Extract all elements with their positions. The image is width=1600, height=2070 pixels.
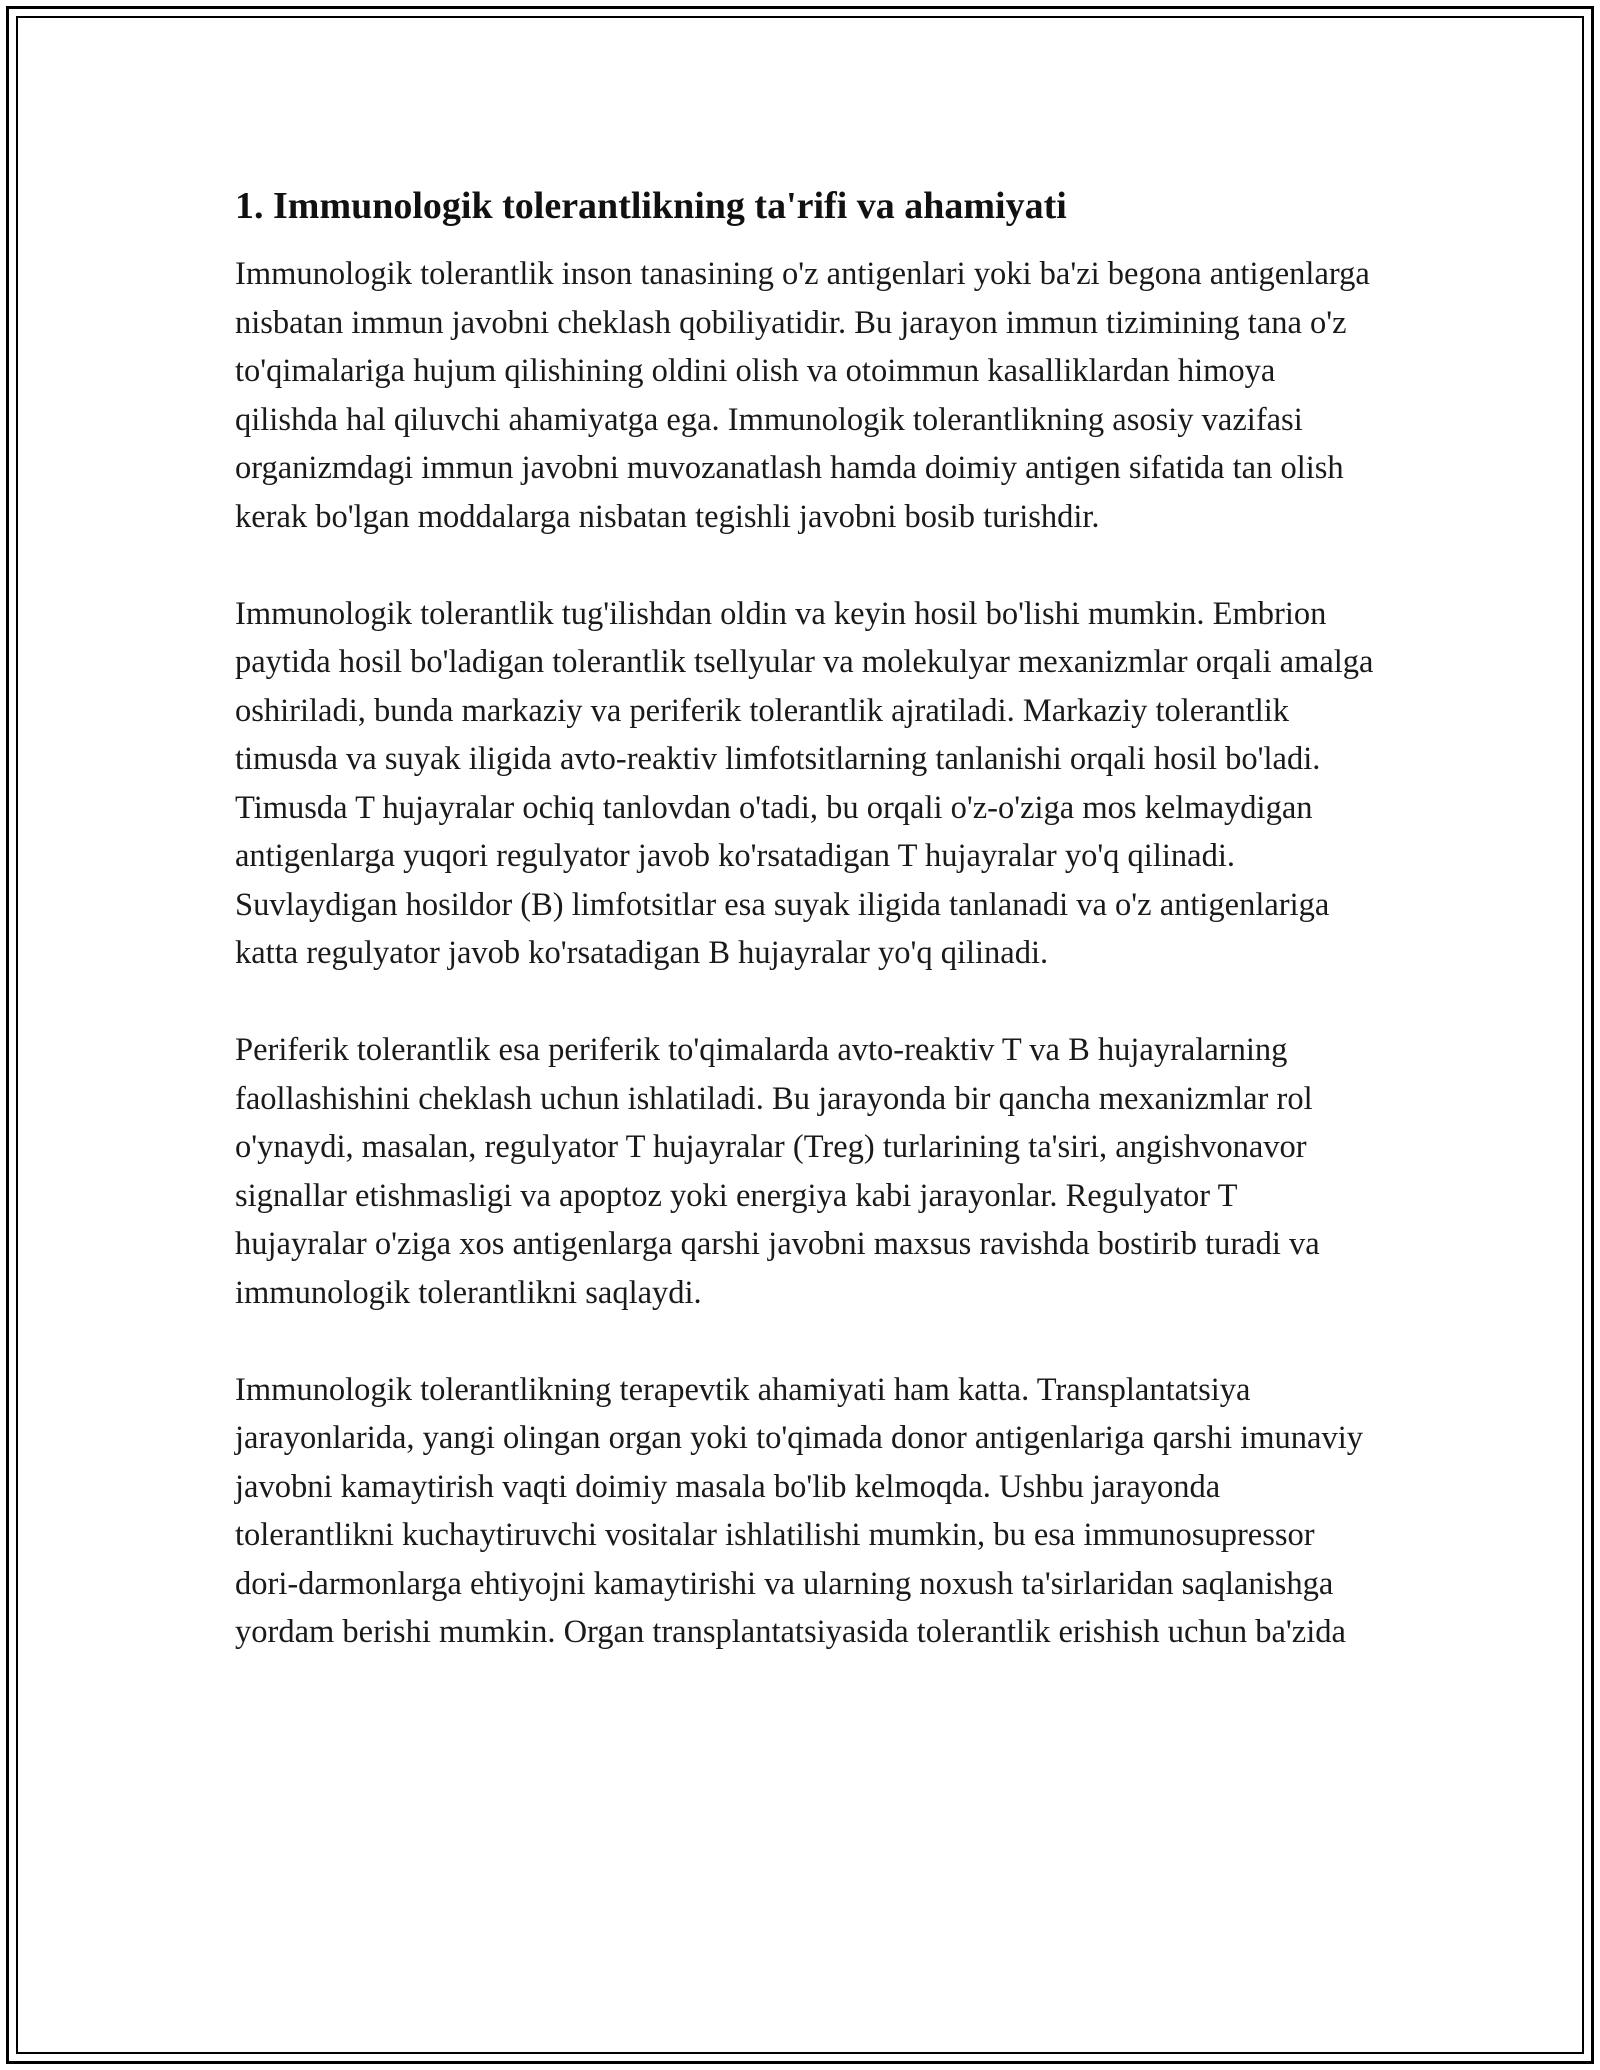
document-body: [235, 180, 1375, 1705]
paragraph-central-tolerance: Immunologik tolerantlik tug'ilishdan oldin va keyin hosil bo'lishi mumkin. Embrion paytida hosil bo'ladigan tolerantlik tsellyular va molekulyar mexanizmlar orqali amalga oshiriladi, bunda markaziy va periferik tolerantlik ajratiladi. Markaziy tolerantlik timusda va suyak iligida avto-reaktiv limfotsitlarning tanlanishi orqali hosil bo'ladi. Timusda T hujayralar ochiq tanlovdan o'tadi, bu orqali o'z-o'ziga mos kelmaydigan antigenlarga yuqori regulyator javob ko'rsatadigan T hujayralar yo'q qilinadi. Suvlaydigan hosildor (B) limfotsitlar esa suyak iligida tanlanadi va o'z antigenlariga katta regulyator javob ko'rsatadigan B hujayralar yo'q qilinadi.: [235, 595, 1374, 971]
section-heading: 1. Immunologik tolerantlikning ta'rifi va ahamiyati: [235, 185, 1067, 227]
paragraph-definition: Immunologik tolerantlik inson tanasining o'z antigenlari yoki ba'zi begona antigenlarga nisbatan immun javobni cheklash qobiliyatidir. Bu jarayon immun tizimining tana o'z to'qimalariga hujum qilishining oldini olish va otoimmun kasalliklardan himoya qilishda hal qiluvchi ahamiyatga ega. Immunologik tolerantlikning asosiy vazifasi organizmdagi immun javobni muvozanatlash hamda doimiy antigen sifatida tan olish kerak bo'lgan moddalarga nisbatan tegishli javobni bosib turishdir.: [235, 256, 1370, 535]
paragraph-peripheral-tolerance: Periferik tolerantlik esa periferik to'qimalarda avto-reaktiv T va B hujayralarning faollashishini cheklash uchun ishlatiladi. Bu jarayonda bir qancha mexanizmlar rol o'ynaydi, masalan, regulyator T hujayralar (Treg) turlarining ta'siri, angishvonavor signallar etishmasligi va apoptoz yoki energiya kabi jarayonlar. Regulyator T hujayralar o'ziga xos antigenlarga qarshi javobni maxsus ravishda bostirib turadi va immunologik tolerantlikni saqlaydi.: [235, 1032, 1320, 1311]
paragraph-therapeutic-significance: Immunologik tolerantlikning terapevtik ahamiyati ham katta. Transplantatsiya jarayonlarida, yangi olingan organ yoki to'qimada donor antigenlariga qarshi imunaviy javobni kamaytirish vaqti doimiy masala bo'lib kelmoqda. Ushbu jarayonda tolerantlikni kuchaytiruvchi vositalar ishlatilishi mumkin, bu esa immunosupressor dori-darmonlarga ehtiyojni kamaytirishi va ularning noxush ta'sirlaridan saqlanishga yordam berishi mumkin. Organ transplantatsiyasida tolerantlik erishish uchun ba'zida: [235, 1371, 1364, 1650]
